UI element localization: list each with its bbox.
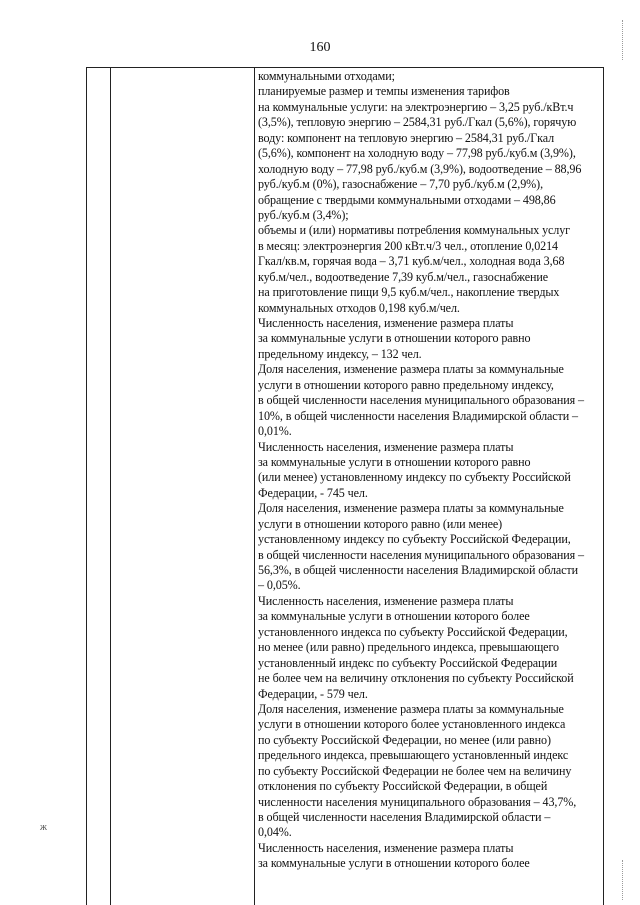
text-line: обращение с твердыми коммунальными отходами – 498,86 [258, 192, 556, 207]
text-line: установленный индекс по субъекту Российской Федерации [258, 655, 558, 670]
table-column-border-3 [254, 67, 255, 905]
page-number: 160 [309, 40, 331, 55]
text-line: Численность населения, изменение размера платы [258, 439, 514, 454]
scan-edge-top [622, 20, 623, 60]
text-line: Численность населения, изменение размера платы [258, 593, 514, 608]
text-line: установленному индексу по субъекту Российской Федерации, [258, 532, 571, 547]
text-line: Гкал/кв.м, горячая вода – 3,71 куб.м/чел., холодная вода 3,68 [258, 254, 565, 269]
text-line: воду: компонент на тепловую энергию – 2584,31 руб./Гкал [258, 130, 555, 145]
text-line: (или менее) установленному индексу по субъекту Российской [258, 470, 571, 485]
text-line: услуги в отношении которого более установленного индекса [258, 717, 566, 732]
text-line: предельному индексу, – 132 чел. [258, 346, 422, 361]
table-cell-text [258, 69, 604, 872]
text-line: по субъекту Российской Федерации не более чем на величину [258, 763, 572, 778]
text-line: в общей численности населения Владимирской области – [258, 810, 551, 824]
text-line: Федерации, - 745 чел. [258, 485, 368, 500]
text-line: за коммунальные услуги в отношении которого более [258, 609, 530, 624]
table-column-border-2 [110, 67, 111, 905]
text-line: услуги в отношении которого равно (или менее) [258, 516, 503, 531]
text-line: за коммунальные услуги в отношении которого более [258, 856, 530, 871]
text-line: (3,5%), тепловую энергию – 2584,31 руб./Гкал (5,6%), горячую [258, 115, 577, 130]
text-line: на приготовление пищи 9,5 куб.м/чел., накопление твердых [258, 285, 560, 300]
text-line: Численность населения, изменение размера платы [258, 316, 514, 330]
text-line: услуги в отношении которого равно предельному индексу, [258, 377, 554, 392]
text-line: не более чем на величину отклонения по субъекту Российской [258, 671, 574, 686]
text-line: 10%, в общей численности населения Владимирской области – [258, 408, 578, 423]
text-line: куб.м/чел., водоотведение 7,39 куб.м/чел., газоснабжение [258, 269, 548, 284]
text-line: отклонения по субъекту Российской Федерации, в общей [258, 779, 548, 794]
text-line: на коммунальные услуги: на электроэнергию – 3,25 руб./кВт.ч [258, 99, 574, 114]
text-line: Численность населения, изменение размера платы [258, 840, 514, 855]
text-line: коммунальными отходами; [258, 69, 395, 83]
scan-edge-bottom [622, 860, 623, 900]
text-line: руб./куб.м (3,4%); [258, 207, 349, 222]
text-line: холодную воду – 77,98 руб./куб.м (3,9%), водоотведение – 88,96 [258, 161, 582, 176]
margin-mark: ж [40, 822, 47, 833]
text-line: в месяц: электроэнергия 200 кВт.ч/3 чел., отопление 0,0214 [258, 238, 559, 253]
text-line: объемы и (или) нормативы потребления коммунальных услуг [258, 223, 571, 238]
text-line: – 0,05%. [258, 578, 301, 593]
text-line: но менее (или равно) предельного индекса, превышающего [258, 640, 559, 655]
text-line: численности населения муниципального образования – 43,7%, [258, 794, 577, 809]
text-line: Доля населения, изменение размера платы за коммунальные [258, 701, 564, 716]
text-line: 0,01%. [258, 424, 292, 439]
text-line: за коммунальные услуги в отношении которого равно [258, 331, 531, 346]
text-line: планируемые размер и темпы изменения тарифов [258, 84, 510, 99]
text-line: установленного индекса по субъекту Российской Федерации, [258, 624, 568, 639]
text-line: Федерации, - 579 чел. [258, 686, 368, 701]
text-line: предельного индекса, превышающего установленный индекс [258, 748, 569, 763]
text-line: в общей численности населения муниципального образования – [258, 547, 584, 562]
text-line: в общей численности населения муниципального образования – [258, 393, 584, 408]
text-line: (5,6%), компонент на холодную воду – 77,98 руб./куб.м (3,9%), [258, 146, 576, 161]
text-line: 0,04%. [258, 825, 292, 840]
text-line: Доля населения, изменение размера платы за коммунальные [258, 362, 564, 377]
table-top-border [86, 67, 604, 68]
text-line: 56,3%, в общей численности населения Владимирской области [258, 563, 578, 577]
text-line: по субъекту Российской Федерации, но менее (или равно) [258, 732, 551, 747]
text-line: Доля населения, изменение размера платы за коммунальные [258, 501, 564, 516]
text-line: за коммунальные услуги в отношении которого равно [258, 454, 531, 469]
table-column-border-1 [86, 67, 87, 905]
text-line: коммунальных отходов 0,198 куб.м/чел. [258, 300, 460, 315]
text-line: руб./куб.м (0%), газоснабжение – 7,70 руб./куб.м (2,9%), [258, 177, 544, 192]
